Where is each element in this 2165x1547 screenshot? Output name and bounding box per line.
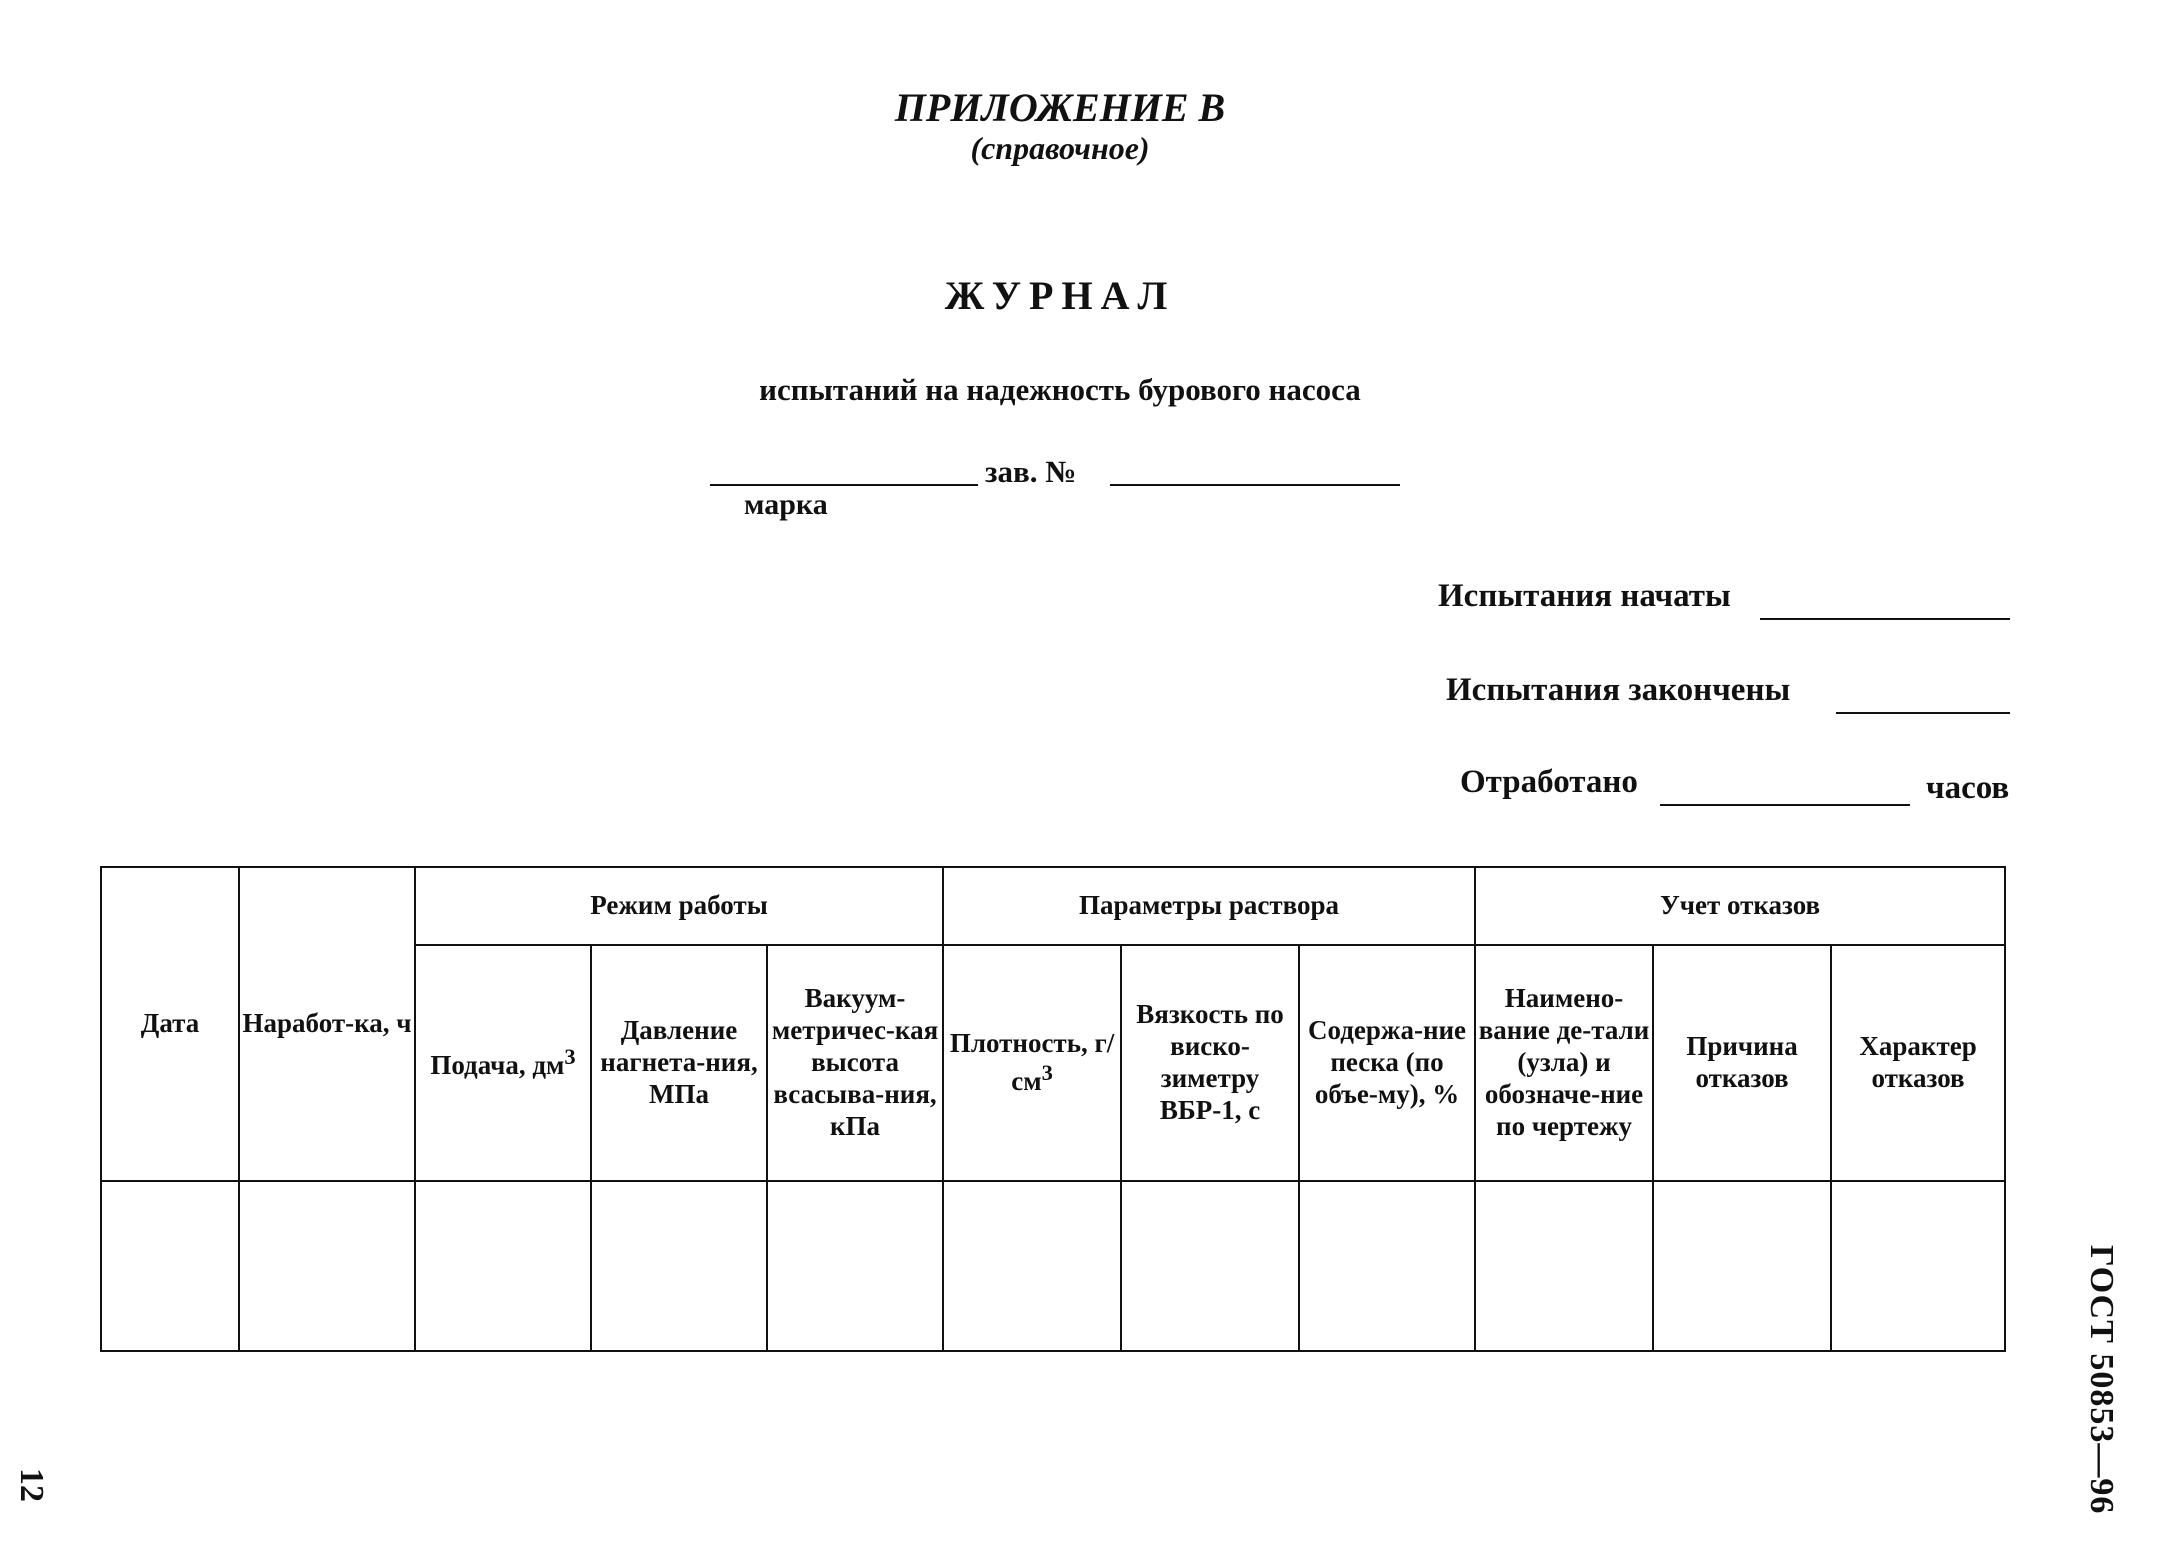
table-cell-vacuum-suction-height: [767, 1181, 943, 1351]
group-header-failures: Учет отказов: [1475, 867, 2005, 945]
column-header-runtime: Наработ-ка, ч: [239, 867, 415, 1181]
appendix-subtitle: (справочное): [970, 130, 1150, 166]
test-log-table: [100, 866, 2006, 1352]
flow-unit-superscript: 3: [564, 1044, 576, 1070]
density-unit-superscript: 3: [1041, 1060, 1053, 1085]
table-header-group-row: [101, 867, 2005, 945]
hours-worked-label: Отработано: [1460, 764, 1638, 800]
serial-number-blank-line: [1110, 484, 1400, 486]
table-cell-sand-content: [1299, 1181, 1475, 1351]
hours-unit-label: часов: [1926, 770, 2010, 806]
table-cell-part-name: [1475, 1181, 1653, 1351]
table-cell-date: [101, 1181, 239, 1351]
column-header-density: [943, 945, 1121, 1181]
appendix-title: ПРИЛОЖЕНИЕ В: [894, 85, 1226, 130]
column-header-failure-nature: Характер отказов: [1831, 945, 2005, 1181]
column-header-discharge-pressure: Давление нагнета-ния, МПа: [591, 945, 767, 1181]
serial-number-label: зав. №: [985, 454, 1077, 489]
tests-started-label: Испытания начаты: [1438, 578, 1731, 614]
tests-finished-blank-line: [1836, 712, 2010, 714]
group-header-fluid-parameters: Параметры раствора: [943, 867, 1475, 945]
column-header-failure-cause: Причина отказов: [1653, 945, 1831, 1181]
group-header-operating-mode: Режим работы: [415, 867, 943, 945]
table-cell-discharge-pressure: [591, 1181, 767, 1351]
hours-worked-blank-line: [1660, 804, 1910, 806]
column-header-sand-content: Содержа-ние песка (по объе-му), %: [1299, 945, 1475, 1181]
column-header-flow: [415, 945, 591, 1181]
table-row: [101, 1181, 2005, 1351]
density-label: Плотность, г/см: [949, 1028, 1115, 1096]
table-cell-failure-nature: [1831, 1181, 2005, 1351]
flow-label: Подача, дм: [430, 1050, 565, 1081]
column-header-vacuum-suction-height: Вакуум-метричес-кая высота всасыва-ния, кПа: [767, 945, 943, 1181]
table-cell-density: [943, 1181, 1121, 1351]
column-header-date: Дата: [101, 867, 239, 1181]
column-header-part-name: Наимено-вание де-тали (узла) и обозначе-ние по чертежу: [1475, 945, 1653, 1181]
table-cell-failure-cause: [1653, 1181, 1831, 1351]
tests-finished-label: Испытания закончены: [1446, 672, 1791, 708]
brand-caption: марка: [744, 488, 828, 521]
journal-title: ЖУРНАЛ: [944, 273, 1176, 318]
document-code: ГОСТ 50853—96: [2083, 1245, 2120, 1515]
brand-blank-line: [710, 484, 978, 486]
journal-subtitle: испытаний на надежность бурового насоса: [759, 372, 1361, 407]
table-cell-runtime: [239, 1181, 415, 1351]
table-cell-viscosity: [1121, 1181, 1299, 1351]
page-number: 12: [13, 1468, 50, 1502]
tests-started-blank-line: [1760, 618, 2010, 620]
table-cell-flow: [415, 1181, 591, 1351]
column-header-viscosity: Вязкость по виско-зиметру ВБР-1, с: [1121, 945, 1299, 1181]
